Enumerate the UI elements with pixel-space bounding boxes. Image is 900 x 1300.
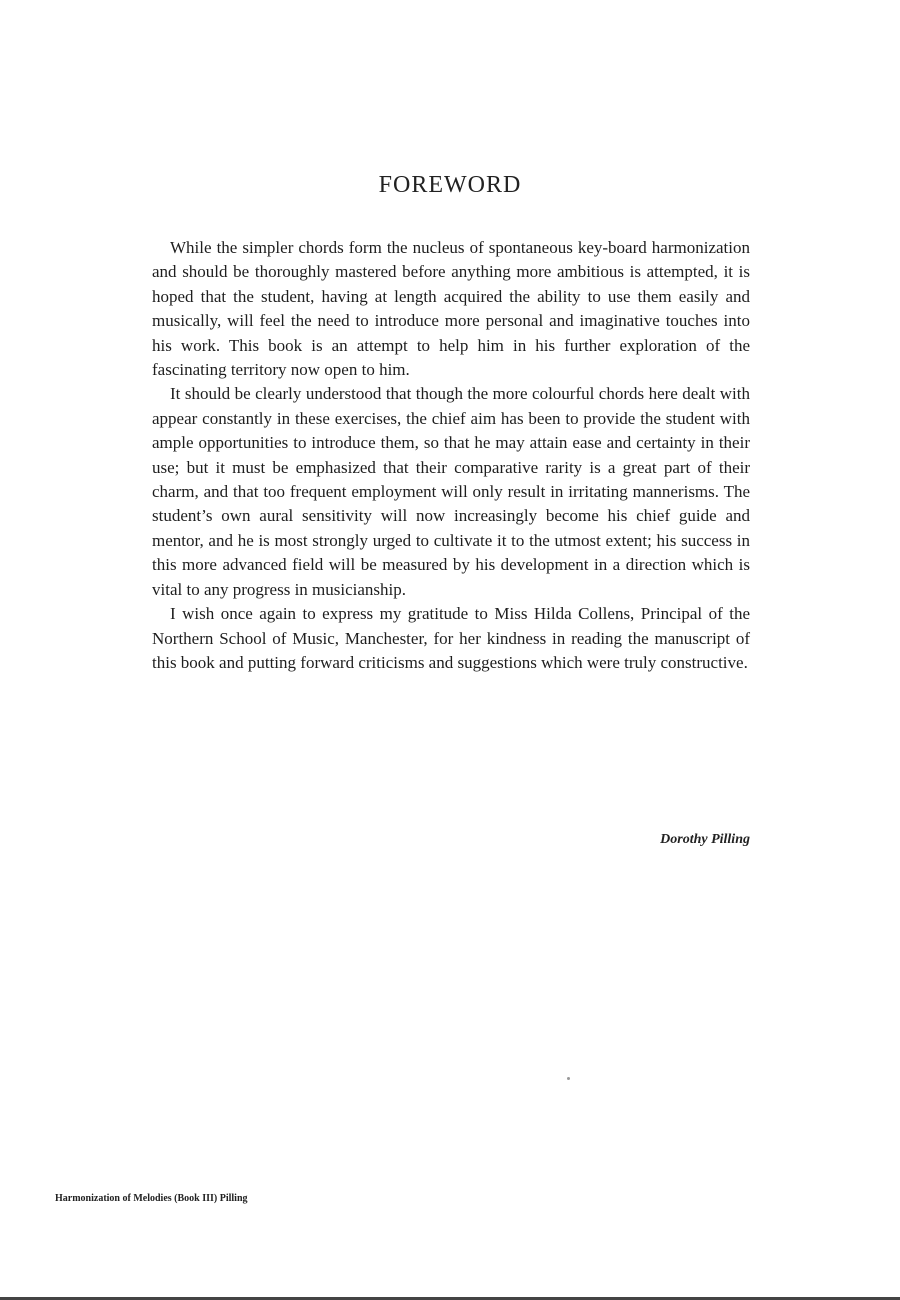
page-title: FOREWORD <box>378 172 522 198</box>
footer-credit: Harmonization of Melodies (Book III) Pilling <box>55 1193 248 1204</box>
print-speck <box>567 1077 570 1080</box>
paragraph-2: It should be clearly understood that though the more colourful chords here dealt with appear constantly in these exercises, the chief aim has been to provide the student with ample opportunities to introduce them, so that he may attain ease and certainty in their use; but it must be emphasized that their comparative rarity is a great part of their charm, and that too frequent employment will only result in irritating mannerisms. The student’s own aural sensitivity will now increasingly become his chief guide and mentor, and he is most strongly urged to cultivate it to the utmost extent; his success in this more advanced field will be measured by his development in a direction which is vital to any progress in musicianship. <box>152 384 750 599</box>
paragraph-1: While the simpler chords form the nucleus of spontaneous key-board harmonization and should be thoroughly mastered before anything more ambitious is attempted, it is hoped that the student, having at length acquired the ability to use them easily and musically, will feel the need to introduce more personal and imaginative touches into his work. This book is an attempt to help him in his further exploration of the fascinating territory now open to him. <box>152 238 750 380</box>
paragraph-3: I wish once again to express my gratitude to Miss Hilda Collens, Principal of the Northern School of Music, Manchester, for her kindness in reading the manuscript of this book and putting forward criticisms and suggestions which were truly constructive. <box>152 604 750 672</box>
author-signature: Dorothy Pilling <box>660 832 750 847</box>
foreword-body <box>152 236 750 675</box>
